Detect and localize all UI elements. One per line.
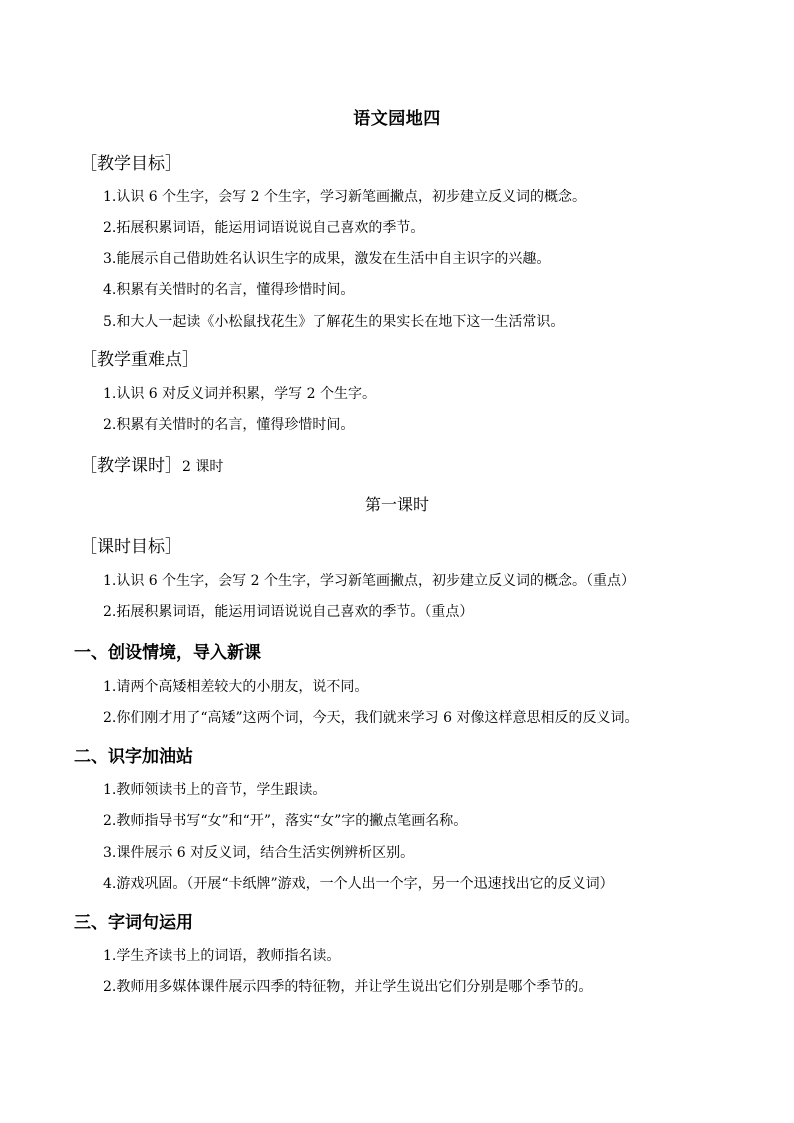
lesson1-goals-heading: ［课时目标］ [80,537,182,557]
section-2-item-4: 4.游戏巩固。（开展“卡纸牌”游戏，一个人出一个字，另一个迅速找出它的反义词） [103,876,614,892]
section-1-item-2: 2.你们刚才用了“高矮”这两个词，今天，我们就来学习 6 对像这样意思相反的反义词。 [103,710,639,726]
periods-line [80,451,223,476]
section-1-item-1: 1.请两个高矮相差较大的小朋友，说不同。 [103,679,369,695]
periods-value: 2 课时 [182,459,224,475]
goal-item-4: 4.积累有关惜时的名言，懂得珍惜时间。 [103,282,355,298]
goal-item-2: 2.拓展积累词语，能运用词语说说自己喜欢的季节。 [103,220,425,236]
goal-item-1: 1.认识 6 个生字，会写 2 个生字，学习新笔画撇点，初步建立反义词的概念。 [103,189,586,205]
section-3-item-1: 1.学生齐读书上的词语，教师指名读。 [103,948,341,964]
section-2-item-3: 3.课件展示 6 对反义词，结合生活实例辨析区别。 [103,845,415,861]
keypoint-item-1: 1.认识 6 对反义词并积累，学写 2 个生字。 [103,386,376,402]
section-2-item-2: 2.教师指导书写“女”和“开”，落实“女”字的撇点笔画名称。 [103,813,468,829]
section-2-heading: 二、识字加油站 [74,747,193,767]
section-3-item-2: 2.教师用多媒体课件展示四季的特征物，并让学生说出它们分别是哪个季节的。 [103,979,593,995]
keypoints-heading: ［教学重难点］ [80,350,199,370]
lesson1-title: 第一课时 [364,495,429,514]
keypoint-item-2: 2.积累有关惜时的名言，懂得珍惜时间。 [103,417,355,433]
section-1-heading: 一、创设情境，导入新课 [74,643,261,663]
periods-heading: ［教学课时］ [80,456,182,476]
section-2-item-1: 1.教师领读书上的音节，学生跟读。 [103,782,327,798]
goal-item-3: 3.能展示自己借助姓名认识生字的成果，激发在生活中自主识字的兴趣。 [103,251,551,267]
lesson1-goal-item-2: 2.拓展积累词语，能运用词语说说自己喜欢的季节。（重点） [103,604,474,620]
section-3-heading: 三、字词句运用 [74,913,193,933]
lesson1-goal-item-1: 1.认识 6 个生字，会写 2 个生字，学习新笔画撇点，初步建立反义词的概念。（重点） [103,573,635,589]
goal-item-5: 5.和大人一起读《小松鼠找花生》了解花生的果实长在地下这一生活常识。 [103,314,565,330]
goals-heading: ［教学目标］ [80,154,182,174]
document-title: 语文园地四 [353,109,441,129]
